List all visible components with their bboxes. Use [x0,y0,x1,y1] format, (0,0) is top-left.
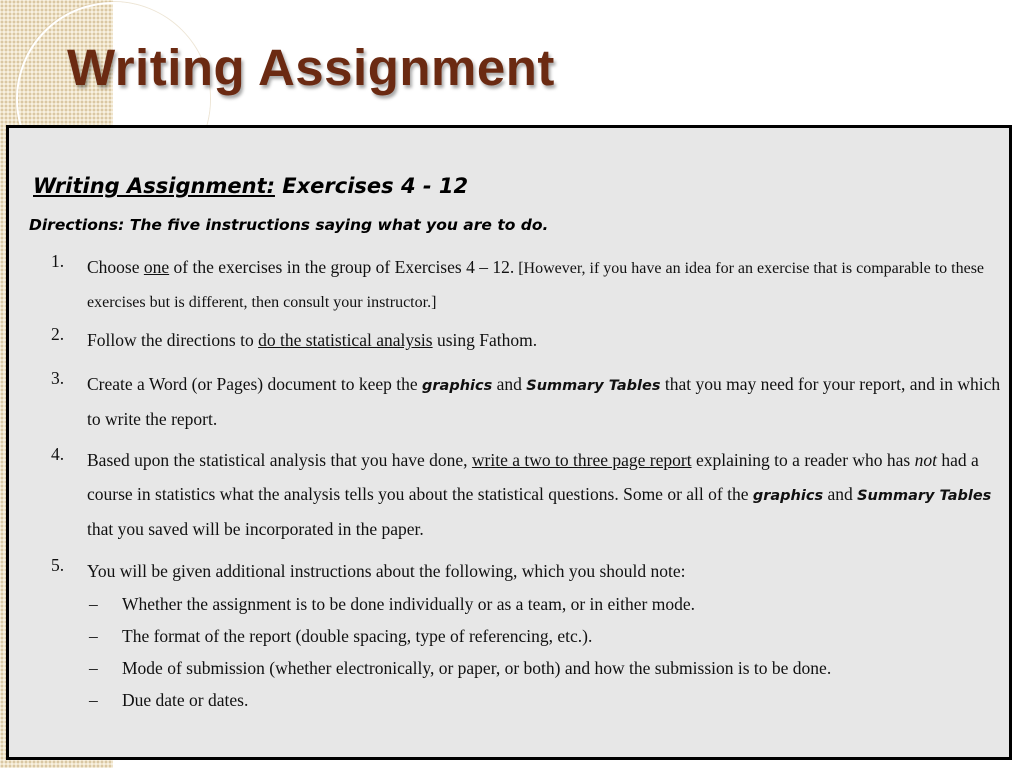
heading-underlined: Writing Assignment: [33,174,275,198]
text-run: Create a Word (or Pages) document to keep the [87,374,423,394]
text-run: using Fathom. [432,330,538,350]
item-number: 1. [51,251,65,271]
item-number: 4. [51,444,65,464]
dash-bullet: – [89,690,98,710]
item-number: 2. [51,324,65,344]
bold-italic-text: graphics [422,378,493,394]
text-run: Follow the directions to [87,330,259,350]
sub-item-text: The format of the report (double spacing, type of referencing, etc.). [122,626,593,646]
dash-bullet: – [89,658,98,678]
text-run: had a course in statistics what the analysis tells you about the statistical questions. Some or all of the [87,450,979,504]
dash-bullet: – [89,594,98,614]
document-heading [33,174,468,198]
document-panel [6,125,1012,760]
sub-item-text: Mode of submission (whether electronically, or paper, or both) and how the submission is to be done. [122,658,832,678]
item-text [87,444,1002,547]
text-run: explaining to a reader who has [691,450,915,470]
dash-bullet: – [89,626,98,646]
text-run: that you may need for your report, and in which to write the report. [87,374,1001,429]
text-run: and [823,483,858,504]
item-text [87,368,1002,436]
note-text: [However, if you have an idea for an exercise that is comparable to these exercises but is different, then consult your instructor.] [87,260,985,311]
item-text [87,251,1002,319]
bold-italic-text: Summary Tables [857,487,992,504]
item-number: 5. [51,555,65,575]
text-run: and [492,374,527,394]
underlined-text: one [143,257,170,277]
item-text [87,324,1002,357]
item-number: 3. [51,368,65,388]
directions-text: Directions: The five instructions saying what you are to do. [29,216,549,234]
bold-italic-text: graphics [752,487,824,504]
text-run: You will be given additional instructions about the following, which you should note: [87,561,686,581]
text-run: that you saved will be incorporated in the paper. [87,519,424,539]
heading-rest: Exercises 4 - 12 [274,174,469,198]
text-run: of the exercises in the group of Exercises 4 – 12. [169,257,515,277]
sub-item-text: Whether the assignment is to be done individually or as a team, or in either mode. [122,594,695,614]
slide-title: Writing Assignment [67,39,555,96]
bold-italic-text: Summary Tables [526,378,661,394]
italic-text: not [914,450,937,470]
sub-item-text: Due date or dates. [122,690,249,710]
underlined-text: write a two to three page report [471,450,692,470]
text-run: Based upon the statistical analysis that you have done, [87,450,472,470]
text-run: Choose [87,257,144,277]
underlined-text: do the statistical analysis [258,330,433,350]
item-text [87,555,1002,588]
